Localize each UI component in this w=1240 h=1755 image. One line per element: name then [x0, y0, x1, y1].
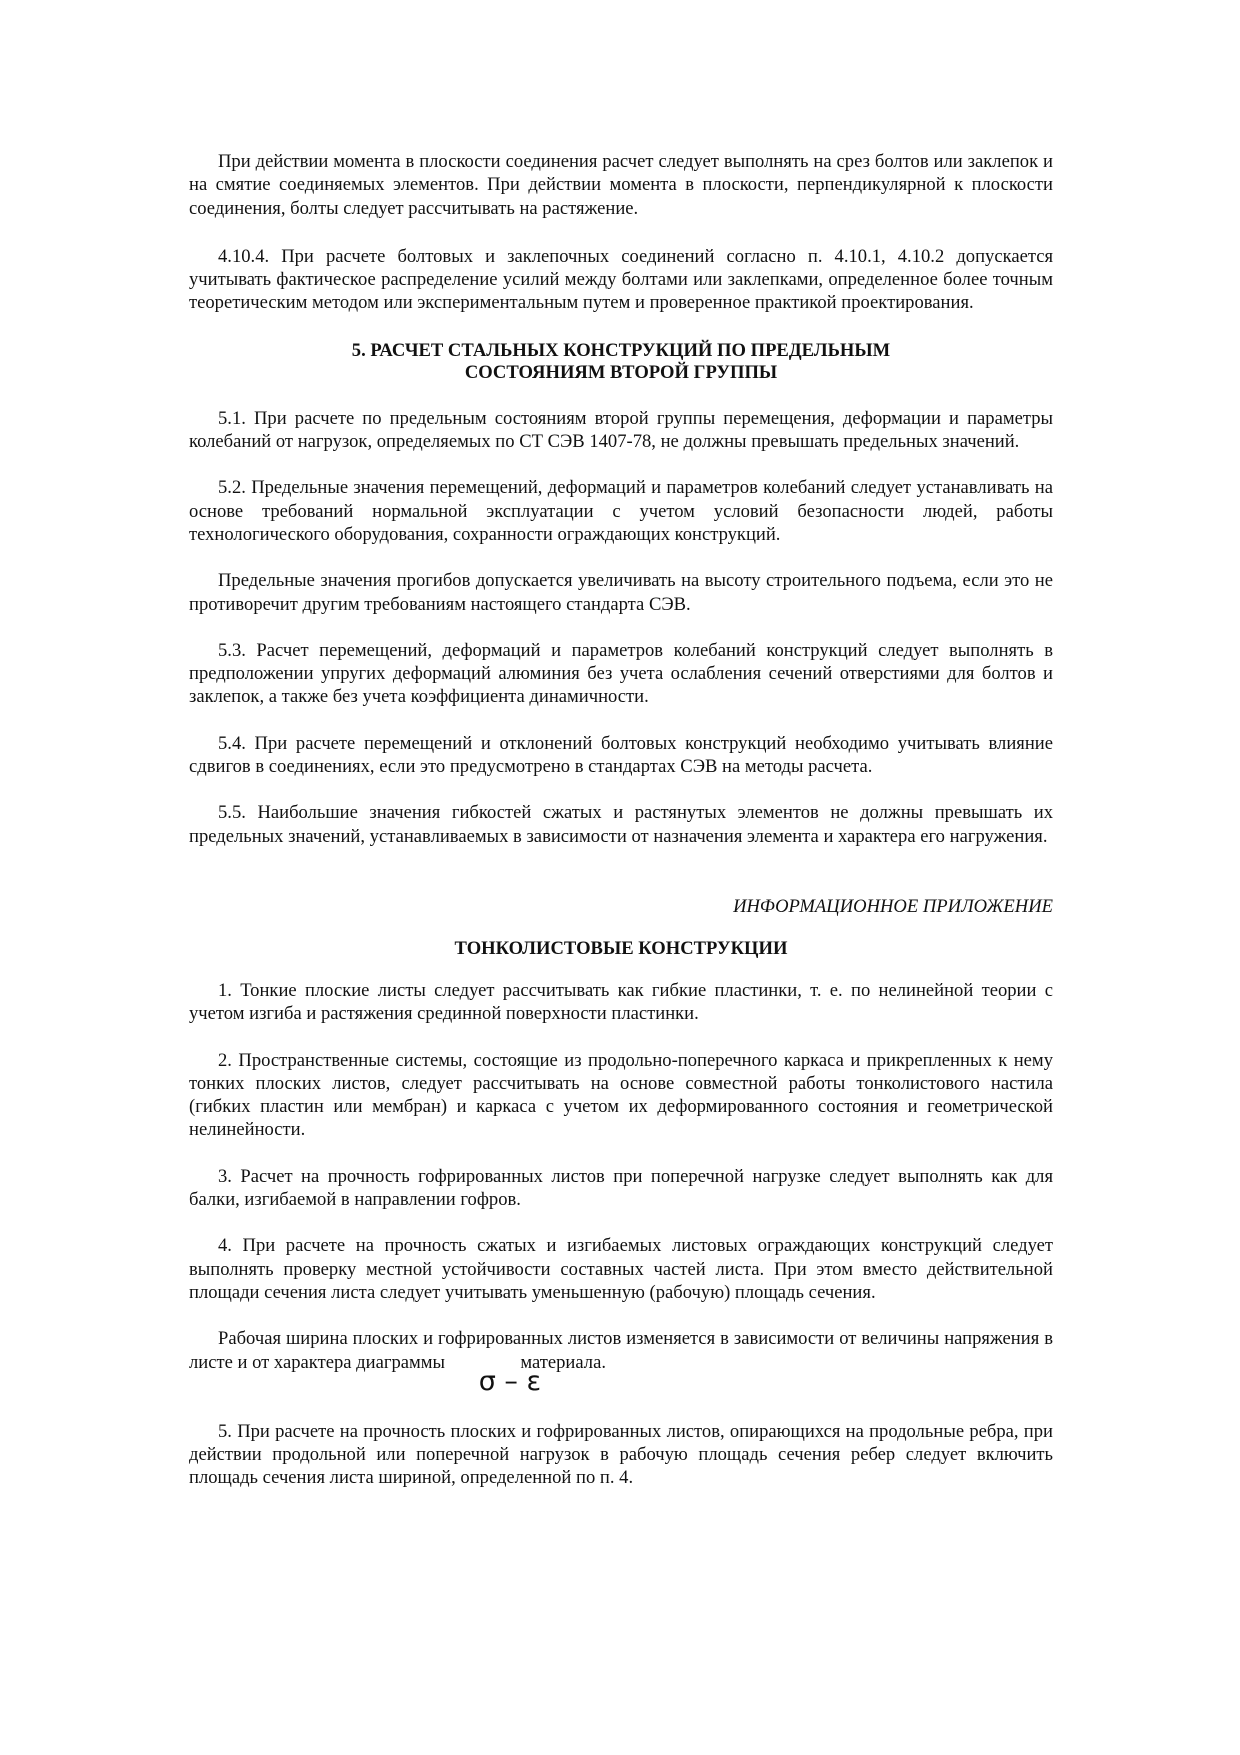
- working-width-text-end: материала.: [520, 1351, 606, 1373]
- sigma-epsilon-formula: [450, 1365, 542, 1397]
- section-5-title-line1: 5. РАСЧЕТ СТАЛЬНЫХ КОНСТРУКЦИЙ ПО ПРЕДЕЛЬНЫМ: [351, 339, 891, 361]
- paragraph-moment-shear: При действии момента в плоскости соединения расчет следует выполнять на срез болтов или заклепок и на смятие соединяемых элементов. При действии момента в плоскости, перпендикулярной к плоскости соединения, болты следует рассчитывать на растяжение.: [189, 151, 1053, 219]
- paragraph-5-3: 5.3. Расчет перемещений, деформаций и параметров колебаний конструкций следует выполнять в предположении упругих деформаций алюминия без учета ослабления сечений отверстиями для болтов и заклепок, а также без учета коэффициента динамичности.: [189, 639, 1053, 708]
- appendix-item-3: 3. Расчет на прочность гофрированных листов при поперечной нагрузке следует выполнять как для балки, изгибаемой в направлении гофров.: [189, 1165, 1053, 1211]
- paragraph-5-5: 5.5. Наибольшие значения гибкостей сжатых и растянутых элементов не должны превышать их предельных значений, устанавливаемых в зависимости от назначения элемента и характера его нагружения.: [189, 802, 1053, 847]
- paragraph-5-1: 5.1. При расчете по предельным состояниям второй группы перемещения, деформации и параметры колебаний от нагрузок, определяемых по СТ СЭВ 1407-78, не должны превышать предельных значений.: [189, 407, 1053, 453]
- working-width-text: Рабочая ширина плоских и гофрированных листов изменяется в зависимости от величины напряжения в листе и от характера диаграммы: [189, 1328, 1053, 1373]
- appendix-item-4: 4. При расчете на прочность сжатых и изгибаемых листовых ограждающих конструкций следует выполнять проверку местной устойчивости составных частей листа. При этом вместо действительной площади сечения листа следует учитывать уменьшенную (рабочую) площадь сечения.: [189, 1235, 1053, 1303]
- paragraph-4-10-4: 4.10.4. При расчете болтовых и заклепочных соединений согласно п. 4.10.1, 4.10.2 допускается учитывать фактическое распределение усилий между болтами или заклепками, определенное более точным теоретическим методом или экспериментальным путем и проверенное практикой проектирования.: [189, 245, 1053, 314]
- appendix-item-1: 1. Тонкие плоские листы следует рассчитывать как гибкие пластинки, т. е. по нелинейной теории с учетом изгиба и растяжения срединной поверхности пластинки.: [189, 979, 1053, 1025]
- paragraph-5-2: 5.2. Предельные значения перемещений, деформаций и параметров колебаний следует устанавливать на основе требований нормальной эксплуатации с учетом условий безопасности людей, работы технологического оборудования, сохранности ограждающих конструкций.: [189, 477, 1053, 545]
- paragraph-5-2-deflection: Предельные значения прогибов допускается увеличивать на высоту строительного подъема, если это не противоречит другим требованиям настоящего стандарта СЭВ.: [189, 570, 1053, 615]
- appendix-item-2: 2. Пространственные системы, состоящие из продольно-поперечного каркаса и прикрепленных к нему тонких плоских листов, следует рассчитывать на основе совместной работы тонколистового настила (гибких пластин или мембран) и каркаса с учетом их деформированного состояния и геометрической нелинейности.: [189, 1049, 1053, 1141]
- appendix-label: ИНФОРМАЦИОННОЕ ПРИЛОЖЕНИЕ: [733, 895, 1053, 917]
- document-page: [189, 150, 1053, 1490]
- sigma-epsilon-text: σ – ε: [478, 1365, 542, 1397]
- appendix-item-4-working-width: [189, 1327, 1053, 1397]
- appendix-title: ТОНКОЛИСТОВЫЕ КОНСТРУКЦИИ: [454, 937, 788, 959]
- appendix-item-5: 5. При расчете на прочность плоских и гофрированных листов, опирающихся на продольные ребра, при действии продольной или поперечной нагрузок в рабочую площадь сечения ребер следует включить площадь сечения листа шириной, определенной по п. 4.: [189, 1420, 1053, 1489]
- paragraph-5-4: 5.4. При расчете перемещений и отклонений болтовых конструкций необходимо учитывать влияние сдвигов в соединениях, если это предусмотрено в стандартах СЭВ на методы расчета.: [189, 732, 1053, 778]
- section-5-heading: [189, 340, 1053, 384]
- section-5-title-line2: СОСТОЯНИЯМ ВТОРОЙ ГРУППЫ: [464, 361, 778, 383]
